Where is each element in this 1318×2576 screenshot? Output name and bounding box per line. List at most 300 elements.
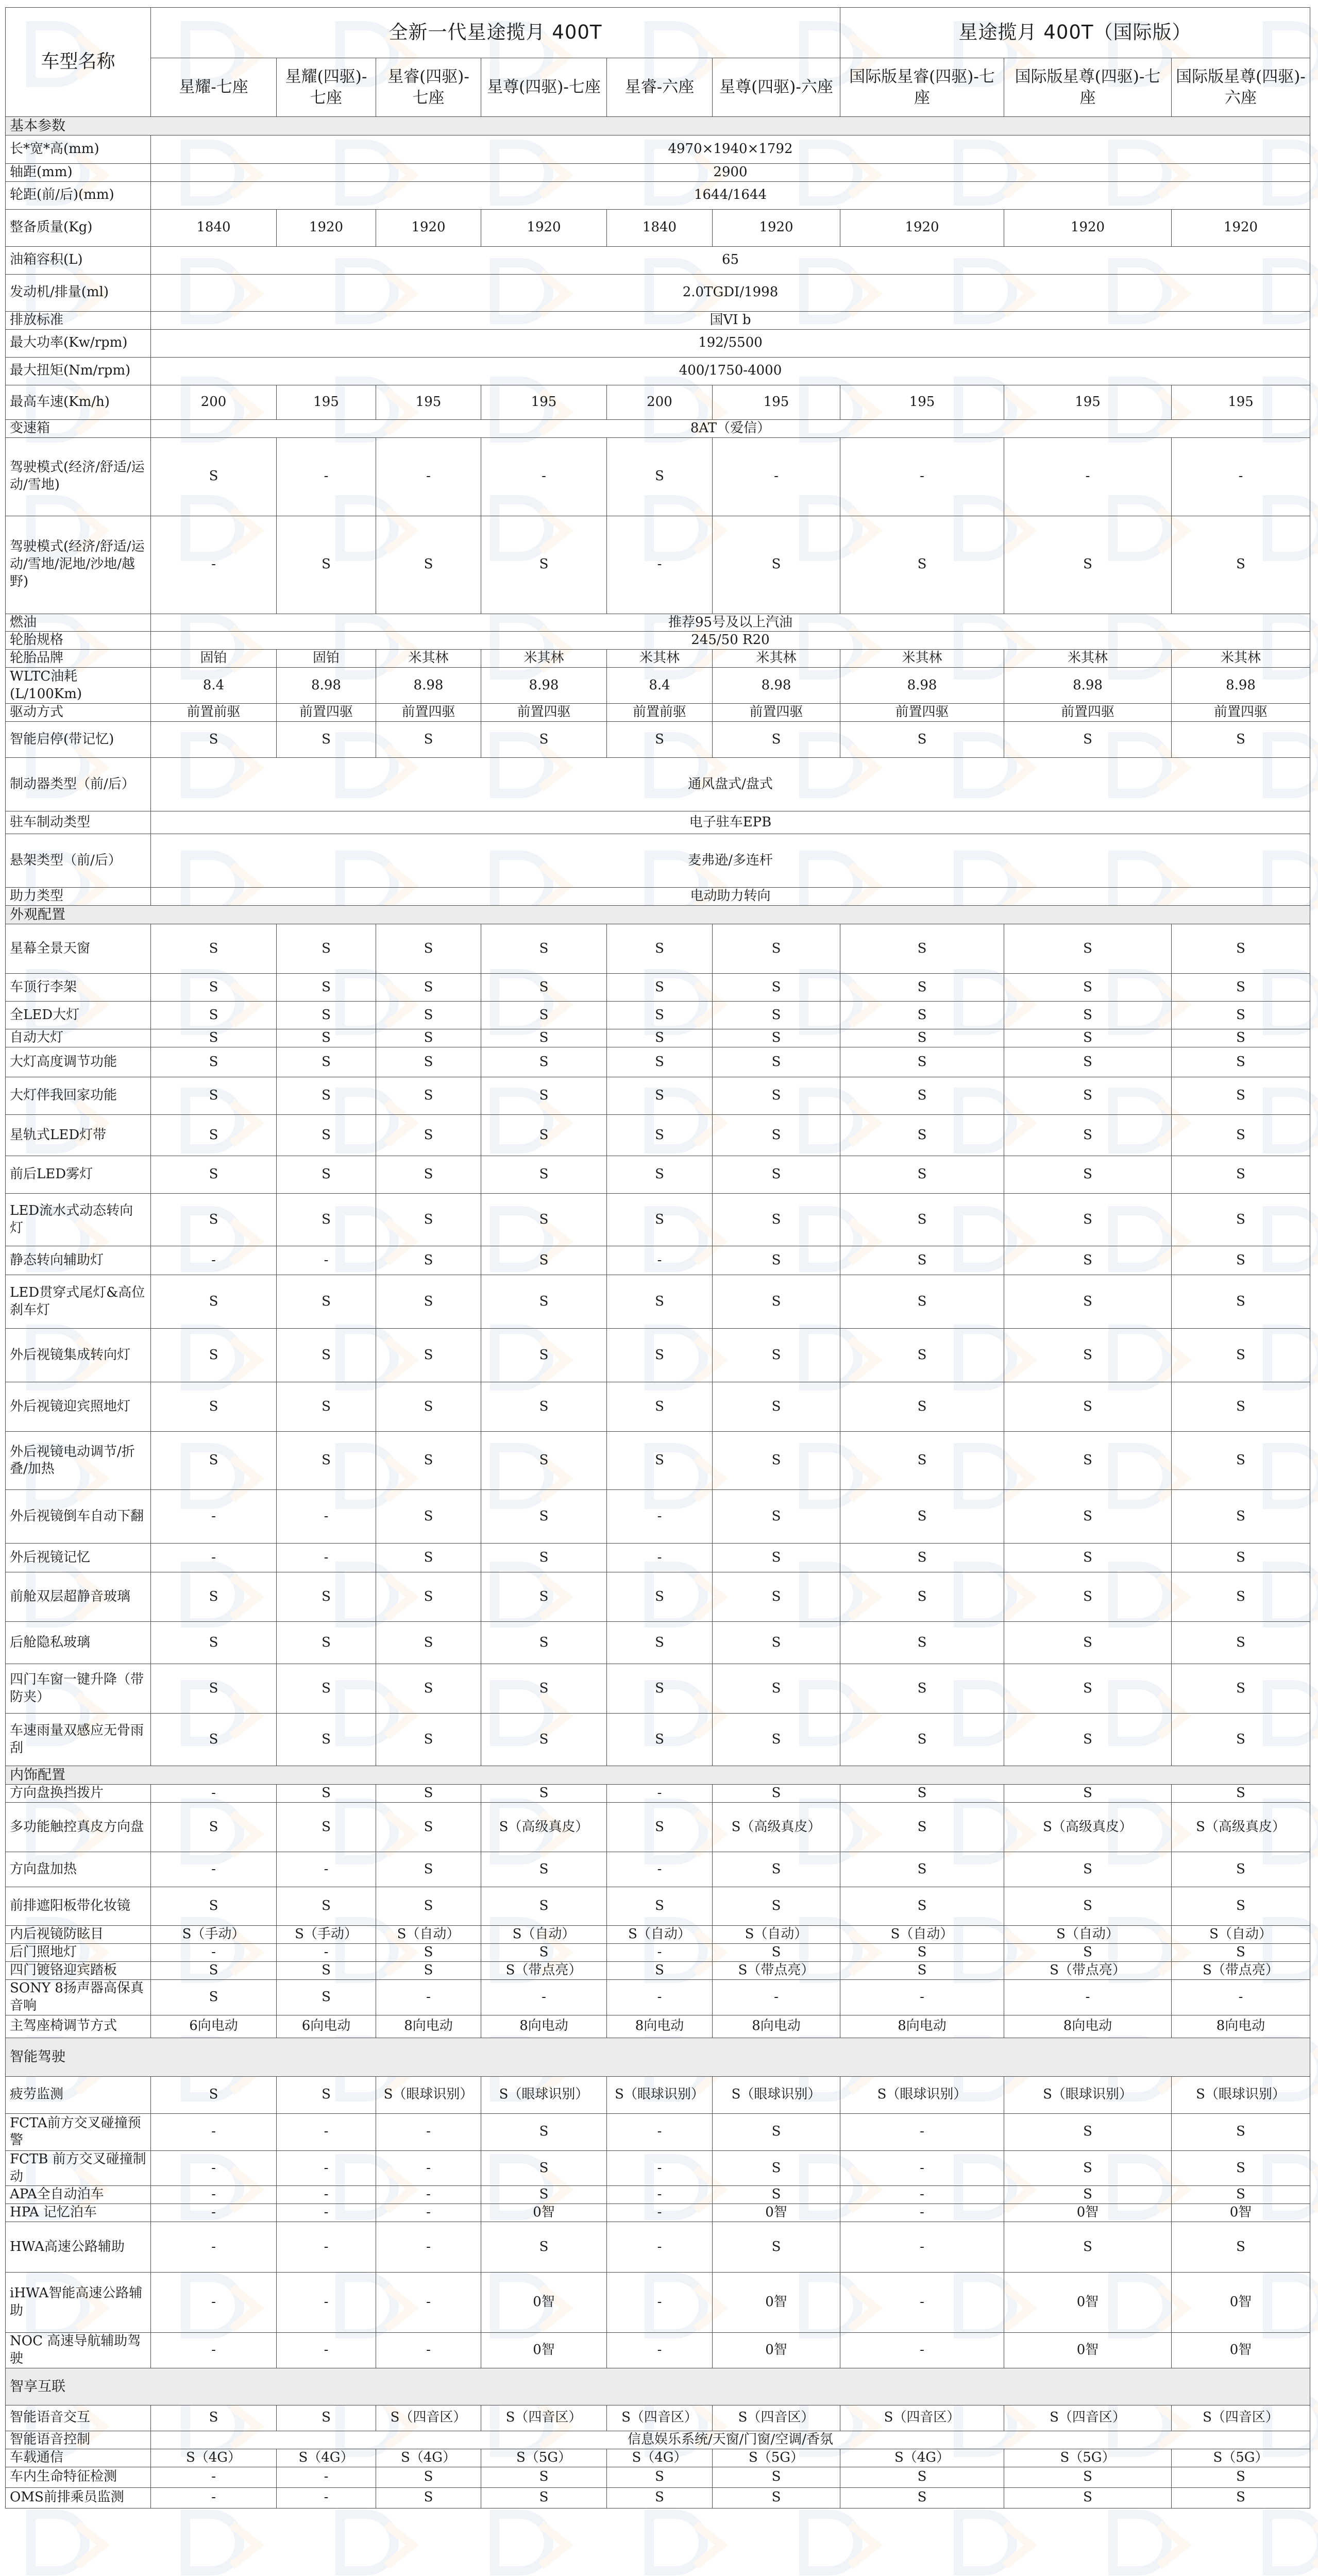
value-cell: S (1172, 1944, 1310, 1962)
value-cell: 8.98 (713, 668, 840, 704)
value-cell: - (277, 2204, 376, 2222)
value-cell: 1840 (151, 209, 277, 246)
row-label: NOC 高速导航辅助驾驶 (6, 2333, 151, 2368)
value-cell: S (1172, 1115, 1310, 1156)
value-cell: S (376, 1544, 481, 1572)
value-cell: - (1172, 1980, 1310, 2015)
table-row (6, 2015, 1310, 2038)
value-cell: S（带点亮） (713, 1962, 840, 1980)
value-cell: - (607, 1246, 713, 1275)
value-cell: S (1172, 1714, 1310, 1766)
row-label: 车顶行李架 (6, 974, 151, 1002)
value-cell: S (1004, 1047, 1172, 1077)
value-cell: S (376, 516, 481, 614)
table-row (6, 1714, 1310, 1766)
table-row (6, 1156, 1310, 1194)
value-cell: S (151, 1714, 277, 1766)
value-cell: 固铂 (151, 650, 277, 668)
value-cell: S (1004, 1852, 1172, 1887)
row-label: 星幕全景天窗 (6, 924, 151, 974)
value-cell: S (607, 1194, 713, 1246)
value-cell: S (1004, 2113, 1172, 2150)
value-cell: S (1172, 1382, 1310, 1432)
value-cell: S (481, 1664, 607, 1714)
row-label: 驾驶模式(经济/舒适/运动/雪地) (6, 437, 151, 516)
value-cell: S (840, 516, 1004, 614)
value-cell: S (481, 1077, 607, 1115)
value-cell: S (151, 1664, 277, 1714)
value-cell: S (376, 1002, 481, 1029)
value-cell: - (840, 2186, 1004, 2204)
value-cell: S (713, 1785, 840, 1803)
value-cell: - (481, 437, 607, 516)
value-cell: S (481, 2222, 607, 2273)
value-cell: S (1004, 1156, 1172, 1194)
value-cell: S (607, 1432, 713, 1490)
value-cell: S (481, 2487, 607, 2508)
value-cell: S (840, 1275, 1004, 1329)
corner-header: 车型名称 (6, 8, 151, 117)
value-cell: S (481, 974, 607, 1002)
table-row (6, 668, 1310, 704)
table-row (6, 1002, 1310, 1029)
value-cell: - (376, 2204, 481, 2222)
section-title: 智享互联 (6, 2368, 1310, 2405)
value-cell: S (713, 2487, 840, 2508)
value-cell: S (1004, 2186, 1172, 2204)
value-cell: 1920 (840, 209, 1004, 246)
value-cell: S (1004, 1246, 1172, 1275)
value-cell: S (151, 1432, 277, 1490)
value-cell: S (481, 2150, 607, 2186)
value-cell: S (376, 1785, 481, 1803)
value-cell: S (1172, 1852, 1310, 1887)
row-label: 最大功率(Kw/rpm) (6, 329, 151, 357)
value-cell: S (1004, 974, 1172, 1002)
value-cell: S (151, 1077, 277, 1115)
value-cell: - (277, 1490, 376, 1544)
row-label: HPA 记忆泊车 (6, 2204, 151, 2222)
value-cell: S（四音区） (1004, 2405, 1172, 2431)
value-cell: S (151, 1029, 277, 1047)
value-cell: S (607, 1077, 713, 1115)
merged-value-cell: 2.0TGDI/1998 (151, 274, 1310, 311)
value-cell: 0智 (481, 2204, 607, 2222)
table-row (6, 1194, 1310, 1246)
value-cell: S（高级真皮） (1172, 1803, 1310, 1852)
value-cell: S (840, 1622, 1004, 1664)
value-cell: S (607, 974, 713, 1002)
row-label: 智能语音交互 (6, 2405, 151, 2431)
value-cell: - (277, 2150, 376, 2186)
variant-header: 星尊(四驱)-七座 (481, 58, 607, 117)
value-cell: - (607, 516, 713, 614)
row-label: 疲劳监测 (6, 2076, 151, 2113)
value-cell: S (1004, 2150, 1172, 2186)
value-cell: S (713, 2150, 840, 2186)
value-cell: S (607, 1329, 713, 1382)
value-cell: - (151, 1544, 277, 1572)
value-cell: S (151, 1275, 277, 1329)
table-row (6, 758, 1310, 811)
value-cell: S (277, 1077, 376, 1115)
value-cell: S (840, 1544, 1004, 1572)
value-cell: - (607, 1852, 713, 1887)
table-row (6, 274, 1310, 311)
row-label: 排放标准 (6, 311, 151, 329)
value-cell: S（高级真皮） (481, 1803, 607, 1852)
value-cell: S (1172, 1490, 1310, 1544)
value-cell: S (376, 924, 481, 974)
value-cell: S (1172, 2113, 1310, 2150)
value-cell: - (151, 2333, 277, 2368)
value-cell: S (151, 1803, 277, 1852)
variant-header: 国际版星睿(四驱)-七座 (840, 58, 1004, 117)
row-label: 最大扭矩(Nm/rpm) (6, 357, 151, 385)
value-cell: S (840, 1194, 1004, 1246)
row-label: LED流水式动态转向灯 (6, 1194, 151, 1246)
value-cell: 米其林 (607, 650, 713, 668)
value-cell: S (1172, 2467, 1310, 2487)
value-cell: S（眼球识别） (1172, 2076, 1310, 2113)
value-cell: S (713, 1077, 840, 1115)
value-cell: S (1172, 2487, 1310, 2508)
table-row (6, 1926, 1310, 1944)
value-cell: S (481, 1432, 607, 1490)
table-row (6, 181, 1310, 209)
value-cell: S（自动） (1172, 1926, 1310, 1944)
value-cell: 195 (1172, 385, 1310, 419)
value-cell: S (151, 722, 277, 758)
value-cell: S (607, 1115, 713, 1156)
table-row (6, 1572, 1310, 1622)
value-cell: - (376, 437, 481, 516)
variant-header: 国际版星尊(四驱)-六座 (1172, 58, 1310, 117)
value-cell: S（四音区） (376, 2405, 481, 2431)
group-header-new-gen: 全新一代星途揽月 400T (151, 8, 840, 58)
value-cell: S (607, 1887, 713, 1926)
variant-header: 星睿(四驱)-七座 (376, 58, 481, 117)
value-cell: S (713, 1944, 840, 1962)
merged-value-cell: 推荐95号及以上汽油 (151, 614, 1310, 632)
table-row (6, 1944, 1310, 1962)
value-cell: S (607, 1714, 713, 1766)
value-cell: - (151, 2113, 277, 2150)
table-row (6, 1962, 1310, 1980)
value-cell: S (840, 2487, 1004, 2508)
value-cell: S (151, 1887, 277, 1926)
value-cell: 0智 (1004, 2204, 1172, 2222)
value-cell: S (277, 1714, 376, 1766)
row-label: 整备质量(Kg) (6, 209, 151, 246)
value-cell: 195 (277, 385, 376, 419)
row-label: 静态转向辅助灯 (6, 1246, 151, 1275)
value-cell: S (376, 1803, 481, 1852)
value-cell: S（眼球识别） (1004, 2076, 1172, 2113)
value-cell: S (1004, 1275, 1172, 1329)
table-row (6, 974, 1310, 1002)
merged-value-cell: 通风盘式/盘式 (151, 758, 1310, 811)
value-cell: S (1172, 1785, 1310, 1803)
value-cell: - (376, 2113, 481, 2150)
section-row (6, 2038, 1310, 2076)
value-cell: S (151, 1962, 277, 1980)
value-cell: S (376, 1382, 481, 1432)
value-cell: - (607, 1980, 713, 2015)
value-cell: S (1004, 722, 1172, 758)
value-cell: 0智 (1172, 2204, 1310, 2222)
value-cell: 0智 (1172, 2273, 1310, 2333)
value-cell: S (1172, 1572, 1310, 1622)
table-row (6, 2113, 1310, 2150)
value-cell: S (713, 974, 840, 1002)
value-cell: S (713, 2222, 840, 2273)
value-cell: S (277, 1664, 376, 1714)
value-cell: S (277, 1029, 376, 1047)
row-label: 智能启停(带记忆) (6, 722, 151, 758)
row-label: 发动机/排量(ml) (6, 274, 151, 311)
value-cell: S（眼球识别） (840, 2076, 1004, 2113)
row-label: 前舱双层超静音玻璃 (6, 1572, 151, 1622)
value-cell: - (151, 1852, 277, 1887)
table-row (6, 1115, 1310, 1156)
value-cell: S (713, 1432, 840, 1490)
value-cell: S (481, 1329, 607, 1382)
value-cell: S (1172, 1275, 1310, 1329)
table-row (6, 329, 1310, 357)
value-cell: - (151, 2204, 277, 2222)
merged-value-cell: 电子驻车EPB (151, 811, 1310, 834)
value-cell: S (713, 1852, 840, 1887)
value-cell: S (1172, 2222, 1310, 2273)
row-label: 外后视镜电动调节/折叠/加热 (6, 1432, 151, 1490)
value-cell: - (1004, 1980, 1172, 2015)
value-cell: S (1172, 924, 1310, 974)
table-row (6, 704, 1310, 722)
value-cell: - (277, 2273, 376, 2333)
value-cell: S (376, 1115, 481, 1156)
value-cell: - (277, 1544, 376, 1572)
value-cell: S (151, 1980, 277, 2015)
value-cell: 195 (713, 385, 840, 419)
value-cell: - (1004, 437, 1172, 516)
value-cell: S (277, 1194, 376, 1246)
value-cell: - (376, 2273, 481, 2333)
value-cell: S (1172, 1194, 1310, 1246)
section-row (6, 1766, 1310, 1785)
value-cell: S (607, 1664, 713, 1714)
value-cell: 8向电动 (376, 2015, 481, 2038)
value-cell: 1920 (1004, 209, 1172, 246)
table-row (6, 2204, 1310, 2222)
table-row (6, 722, 1310, 758)
value-cell: S (277, 1803, 376, 1852)
value-cell: 1920 (713, 209, 840, 246)
value-cell: S（带点亮） (1004, 1962, 1172, 1980)
value-cell: S (840, 974, 1004, 1002)
value-cell: S (151, 1622, 277, 1664)
table-row (6, 811, 1310, 834)
value-cell: S (481, 1194, 607, 1246)
value-cell: - (277, 437, 376, 516)
value-cell: 前置四驱 (376, 704, 481, 722)
value-cell: - (277, 2222, 376, 2273)
variant-header: 星尊(四驱)-六座 (713, 58, 840, 117)
value-cell: S (151, 2405, 277, 2431)
table-row (6, 1246, 1310, 1275)
value-cell: S (1172, 1156, 1310, 1194)
value-cell: 1920 (376, 209, 481, 246)
value-cell: S (840, 1432, 1004, 1490)
value-cell: 前置四驱 (277, 704, 376, 722)
value-cell: S (1172, 516, 1310, 614)
value-cell: 195 (481, 385, 607, 419)
value-cell: S (840, 2467, 1004, 2487)
value-cell: S（带点亮） (481, 1962, 607, 1980)
value-cell: S（4G） (151, 2449, 277, 2467)
value-cell: S (481, 1002, 607, 1029)
value-cell: - (151, 516, 277, 614)
value-cell: S (713, 1246, 840, 1275)
row-label: 轮胎品牌 (6, 650, 151, 668)
spec-table (5, 7, 1310, 2509)
value-cell: S (481, 1785, 607, 1803)
row-label: 多功能触控真皮方向盘 (6, 1803, 151, 1852)
value-cell: - (840, 2150, 1004, 2186)
value-cell: S (481, 1246, 607, 1275)
merged-value-cell: 电动助力转向 (151, 888, 1310, 906)
value-cell: 固铂 (277, 650, 376, 668)
value-cell: S (607, 1622, 713, 1664)
value-cell: S (277, 1432, 376, 1490)
merged-value-cell: 245/50 R20 (151, 632, 1310, 650)
value-cell: S (713, 722, 840, 758)
value-cell: S (1004, 1785, 1172, 1803)
row-label: 助力类型 (6, 888, 151, 906)
merged-value-cell: 400/1750-4000 (151, 357, 1310, 385)
value-cell: - (151, 2222, 277, 2273)
value-cell: S（眼球识别） (481, 2076, 607, 2113)
table-row (6, 385, 1310, 419)
value-cell: 前置四驱 (713, 704, 840, 722)
value-cell: 前置四驱 (481, 704, 607, 722)
table-row (6, 834, 1310, 888)
value-cell: S (713, 1572, 840, 1622)
value-cell: S（带点亮） (1172, 1962, 1310, 1980)
value-cell: S (481, 1944, 607, 1962)
value-cell: - (277, 2113, 376, 2150)
value-cell: S (840, 722, 1004, 758)
value-cell: S (376, 1852, 481, 1887)
table-row (6, 2467, 1310, 2487)
value-cell: - (840, 2204, 1004, 2222)
value-cell: S (840, 924, 1004, 974)
value-cell: S (1172, 722, 1310, 758)
value-cell: 前置四驱 (1004, 704, 1172, 722)
value-cell: S (1004, 1077, 1172, 1115)
value-cell: S (713, 1329, 840, 1382)
row-label: 方向盘换挡拨片 (6, 1785, 151, 1803)
value-cell: S (376, 1432, 481, 1490)
table-row (6, 1980, 1310, 2015)
row-label: FCTA前方交叉碰撞预警 (6, 2113, 151, 2150)
value-cell: - (277, 1944, 376, 1962)
value-cell: - (481, 1980, 607, 2015)
value-cell: S (376, 2467, 481, 2487)
value-cell: S（5G） (713, 2449, 840, 2467)
value-cell: 0智 (481, 2273, 607, 2333)
section-title: 内饰配置 (6, 1766, 1310, 1785)
value-cell: S（四音区） (1172, 2405, 1310, 2431)
group-header-international: 星途揽月 400T（国际版） (840, 8, 1310, 58)
value-cell: S（5G） (481, 2449, 607, 2467)
row-label: 外后视镜记忆 (6, 1544, 151, 1572)
value-cell: S (1172, 1047, 1310, 1077)
value-cell: S (713, 1714, 840, 1766)
row-label: 星轨式LED灯带 (6, 1115, 151, 1156)
value-cell: 米其林 (840, 650, 1004, 668)
value-cell: S (713, 1194, 840, 1246)
table-row (6, 924, 1310, 974)
value-cell: S (277, 1962, 376, 1980)
value-cell: S（眼球识别） (607, 2076, 713, 2113)
value-cell: S (840, 1944, 1004, 1962)
value-cell: S (1172, 1246, 1310, 1275)
value-cell: 1920 (1172, 209, 1310, 246)
value-cell: S (376, 2487, 481, 2508)
value-cell: S (713, 1275, 840, 1329)
merged-value-cell: 8AT（爱信） (151, 419, 1310, 437)
value-cell: S (277, 2405, 376, 2431)
merged-value-cell: 192/5500 (151, 329, 1310, 357)
row-label: WLTC油耗(L/100Km) (6, 668, 151, 704)
value-cell: S (277, 924, 376, 974)
value-cell: S（手动） (277, 1926, 376, 1944)
value-cell: - (376, 2150, 481, 2186)
table-row (6, 164, 1310, 182)
value-cell: S (376, 1664, 481, 1714)
value-cell: S (840, 1572, 1004, 1622)
value-cell: S (376, 1029, 481, 1047)
value-cell: S (840, 1115, 1004, 1156)
value-cell: S (1172, 1432, 1310, 1490)
row-label: 车内生命特征检测 (6, 2467, 151, 2487)
row-label: 前后LED雾灯 (6, 1156, 151, 1194)
value-cell: 前置前驱 (607, 704, 713, 722)
value-cell: - (713, 1980, 840, 2015)
value-cell: S (376, 722, 481, 758)
value-cell: S（5G） (1004, 2449, 1172, 2467)
value-cell: 6向电动 (277, 2015, 376, 2038)
value-cell: S (1004, 1115, 1172, 1156)
value-cell: 前置前驱 (151, 704, 277, 722)
table-row (6, 2222, 1310, 2273)
row-label: 变速箱 (6, 419, 151, 437)
value-cell: - (151, 2467, 277, 2487)
value-cell: 0智 (713, 2204, 840, 2222)
value-cell: S (607, 1029, 713, 1047)
table-row (6, 1887, 1310, 1926)
value-cell: S (1172, 974, 1310, 1002)
variant-header: 星睿-六座 (607, 58, 713, 117)
row-label: 车速雨量双感应无骨雨刮 (6, 1714, 151, 1766)
row-label: 轮胎规格 (6, 632, 151, 650)
value-cell: S (481, 1852, 607, 1887)
row-label: 悬架类型（前/后） (6, 834, 151, 888)
value-cell: S (1004, 2467, 1172, 2487)
value-cell: S (840, 1246, 1004, 1275)
row-label: 全LED大灯 (6, 1002, 151, 1029)
